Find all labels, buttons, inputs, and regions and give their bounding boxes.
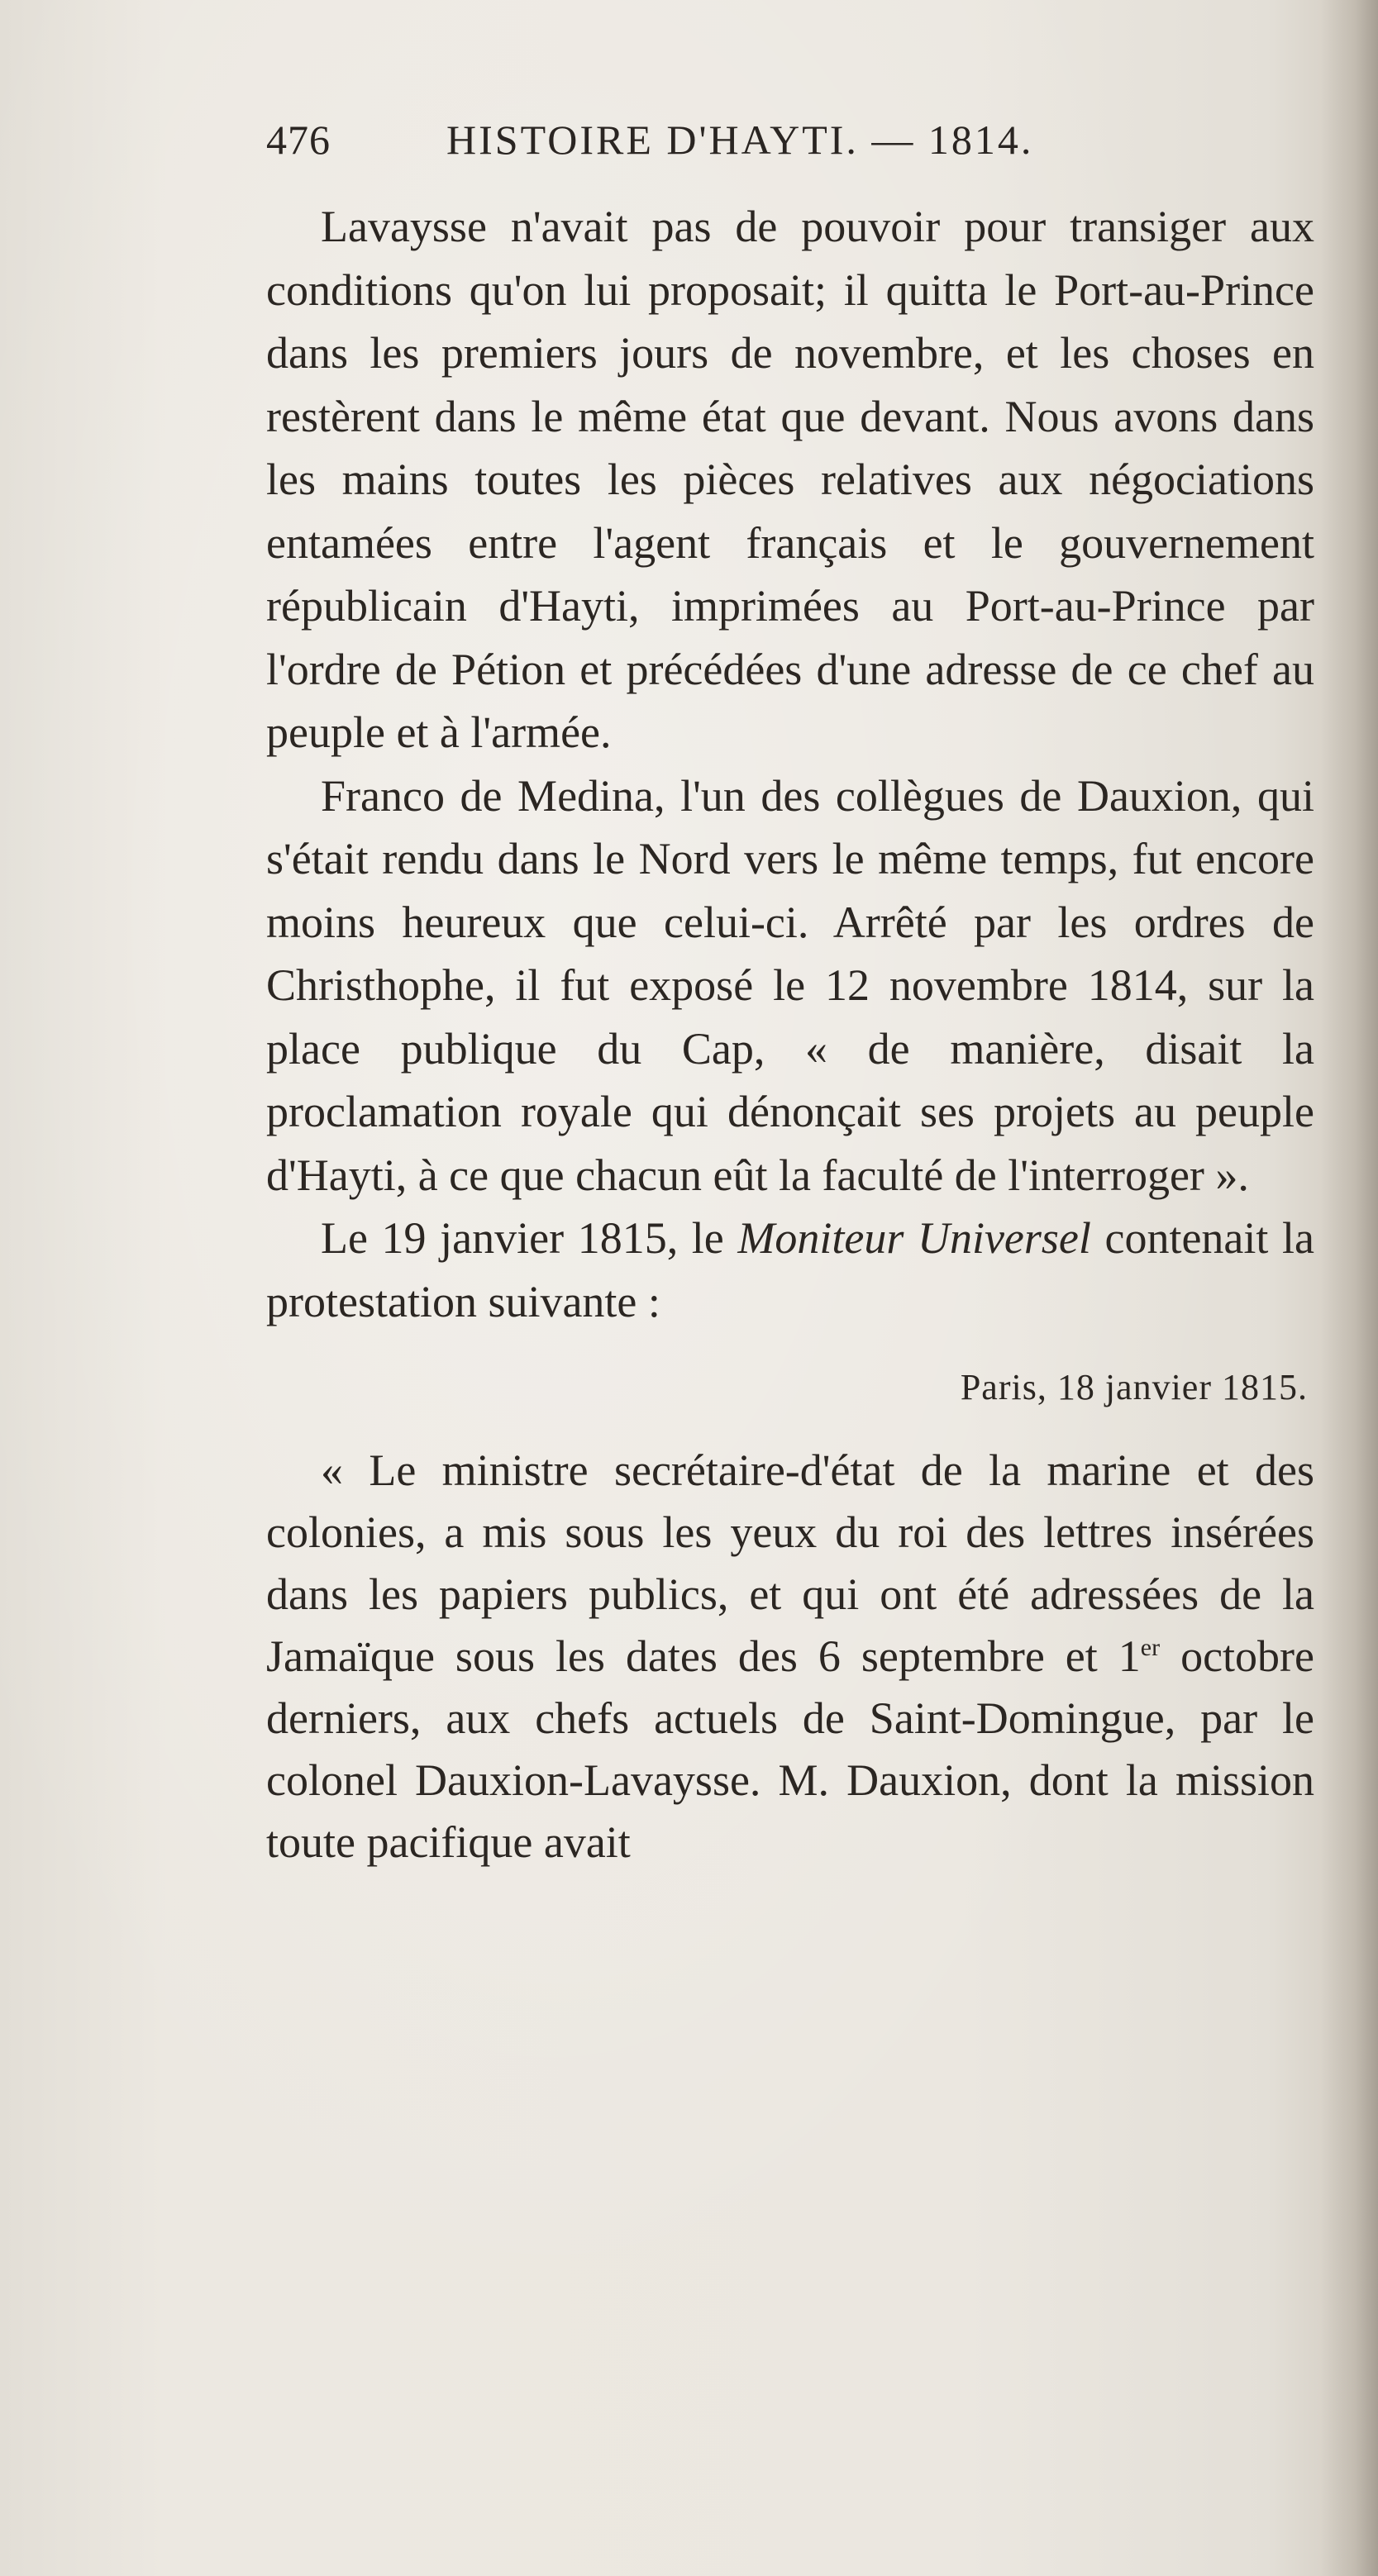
moniteur-title: Moniteur Universel [737,1213,1091,1263]
page-number: 476 [266,117,331,163]
page-content [266,107,1314,1874]
body-text [266,195,1314,1333]
quoted-protestation [266,1440,1314,1874]
paragraph-moniteur [266,1207,1314,1333]
running-head [266,107,1314,174]
page-edge-shadow [1320,0,1378,2576]
quote-text-before: « Le ministre secrétaire-d'état de la marine et des colonies, a mis sous les yeux du roi des lettres insérées dans les papiers publics, et qui ont été adressées de la Jamaïque sous les dates des 6 septembre et 1 [266,1445,1314,1681]
moniteur-text-after: contenait la protestation suivante : [266,1213,1314,1326]
dateline: Paris, 18 janvier 1815. [960,1367,1308,1407]
running-title: HISTOIRE D'HAYTI. — 1814. [446,117,1034,163]
quote-paragraph [266,1440,1314,1874]
quote-text-after: octobre derniers, aux chefs actuels de Saint-Domingue, par le colonel Dauxion-Lavaysse. M. Dauxion, dont la mission toute pacifique avait [266,1631,1314,1867]
paragraph-lavaysse: Lavaysse n'avait pas de pouvoir pour transiger aux conditions qu'on lui proposait; il quitta le Port-au-Prince dans les premiers jours de novembre, et les choses en restèrent dans le même état que devant. Nous avons dans les mains toutes les pièces relatives aux négociations entamées entre l'agent français et le gouvernement républicain d'Hayti, imprimées au Port-au-Prince par l'ordre de Pétion et précédées d'une adresse de ce chef au peuple et à l'armée. [266,202,1314,757]
paragraph-medina: Franco de Medina, l'un des collègues de Dauxion, qui s'était rendu dans le Nord vers le même temps, fut encore moins heureux que celui-ci. Arrêté par les ordres de Christhophe, il fut exposé le 12 novembre 1814, sur la place publique du Cap, « de manière, disait la proclamation royale qui dénonçait ses projets au peuple d'Hayti, à ce que chacun eût la faculté de l'interroger ». [266,770,1314,1200]
quote-superscript: er [1140,1634,1161,1661]
moniteur-text-before: Le 19 janvier 1815, le [321,1213,738,1263]
